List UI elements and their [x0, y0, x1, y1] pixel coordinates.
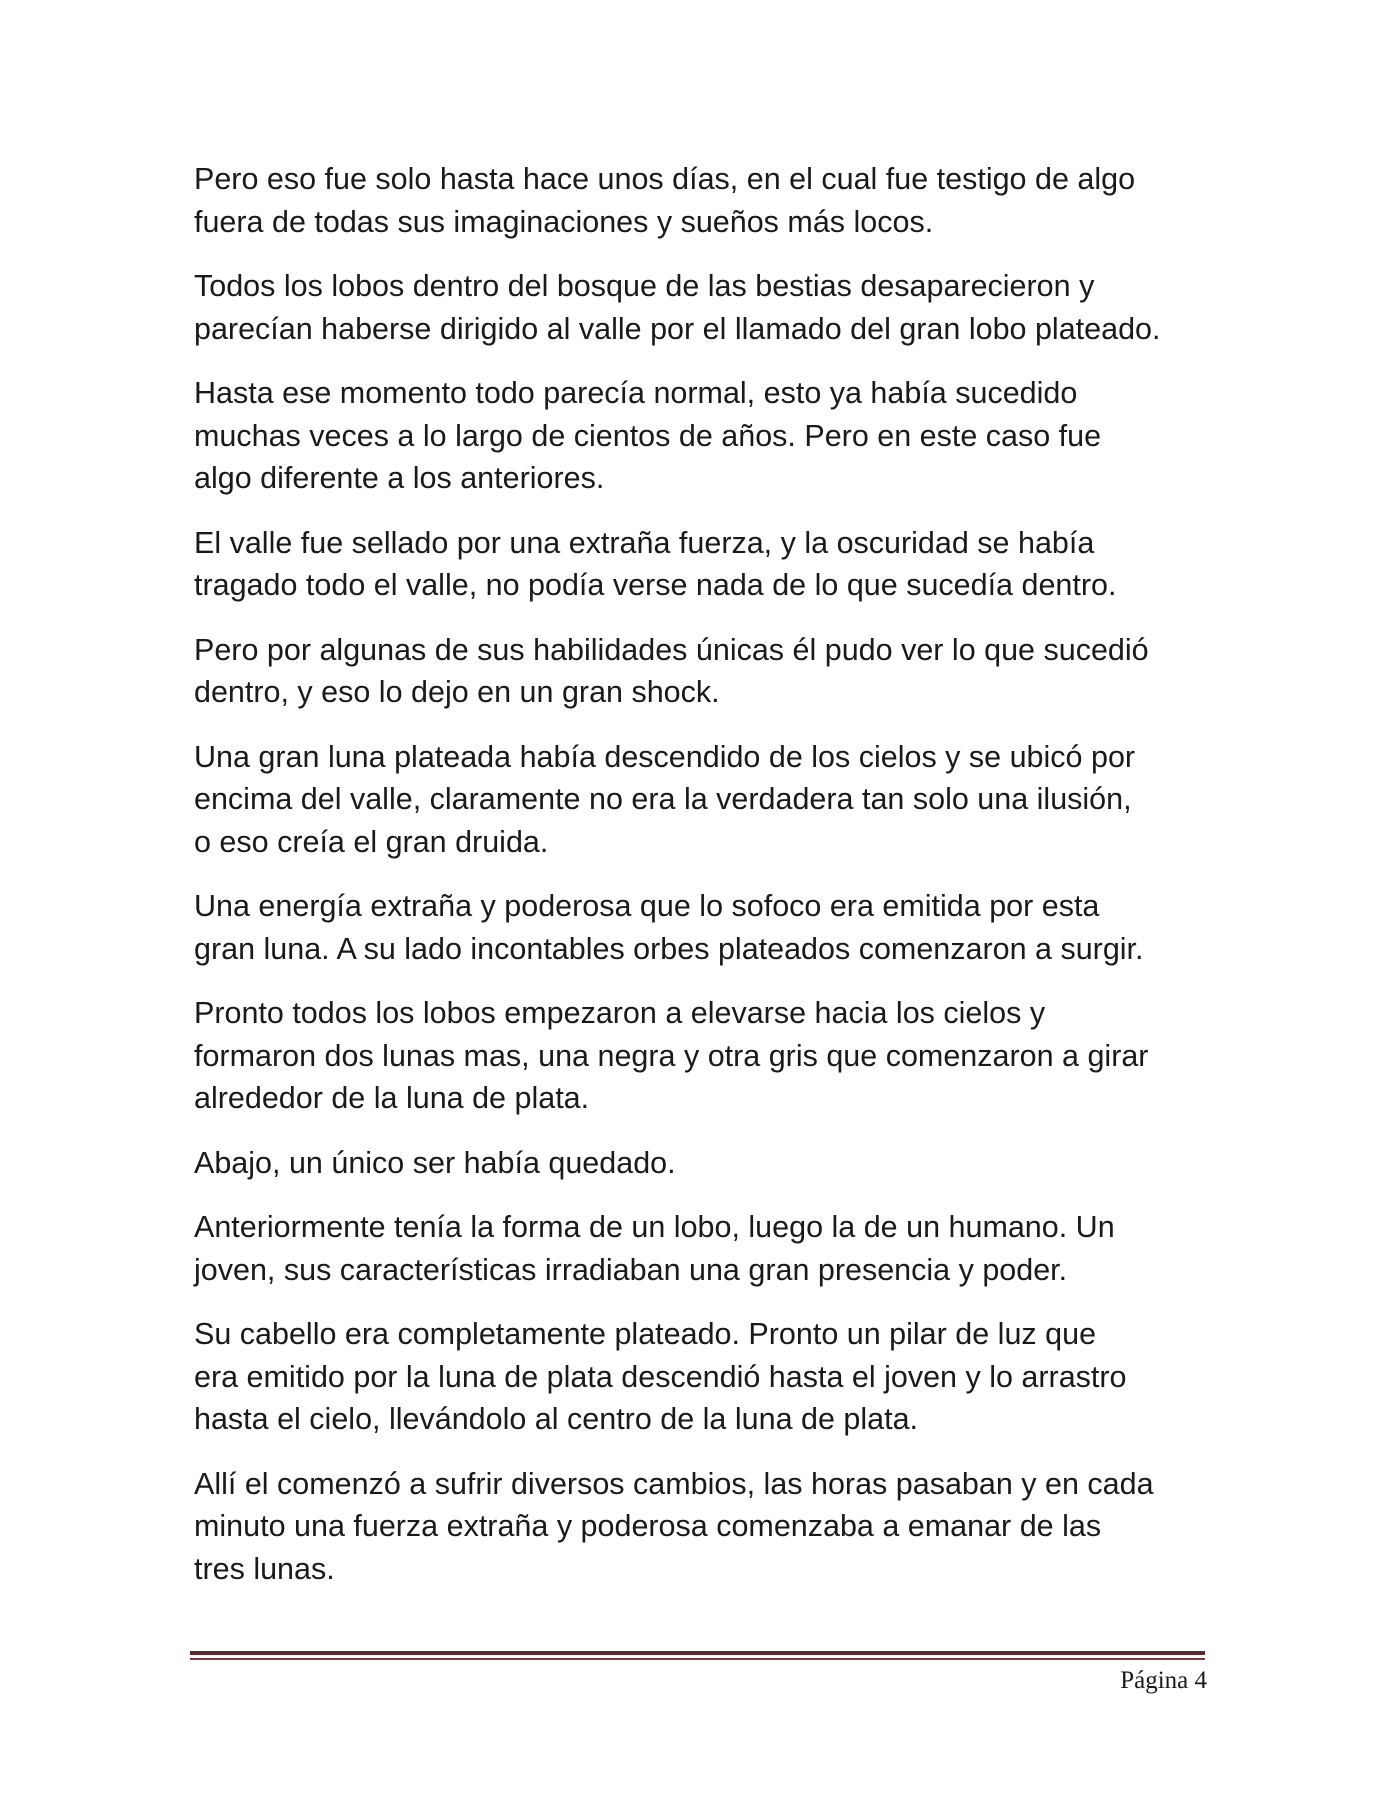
paragraph — [194, 1142, 1224, 1185]
text-line: Anteriormente tenía la forma de un lobo, luego la de un humano. Un — [194, 1210, 1115, 1244]
text-line: Pero eso fue solo hasta hace unos días, en el cual fue testigo de algo — [194, 162, 1136, 196]
text-line: alrededor de la luna de plata. — [194, 1081, 590, 1115]
text-line: Allí el comenzó a sufrir diversos cambios, las horas pasaban y en cada — [194, 1466, 1154, 1501]
paragraph — [194, 265, 1224, 350]
text-line: Pronto todos los lobos empezaron a elevarse hacia los cielos y — [194, 996, 1046, 1030]
text-line: formaron dos lunas mas, una negra y otra gris que comenzaron a girar — [194, 1038, 1149, 1073]
body-text — [194, 158, 1224, 1612]
text-line: fuera de todas sus imaginaciones y sueños más locos. — [194, 204, 934, 239]
text-line: dentro, y eso lo dejo en un gran shock. — [194, 675, 720, 709]
text-line: Una energía extraña y poderosa que lo sofoco era emitida por esta — [194, 889, 1100, 923]
text-line: hasta el cielo, llevándolo al centro de la luna de plata. — [194, 1402, 919, 1436]
text-line: Abajo, un único ser había quedado. — [194, 1145, 676, 1180]
text-line: Una gran luna plateada había descendido de los cielos y se ubicó por — [194, 739, 1136, 774]
text-line: Todos los lobos dentro del bosque de las bestias desaparecieron y — [194, 269, 1095, 303]
page-number: Página 4 — [1120, 1667, 1207, 1694]
text-line: muchas veces a lo largo de cientos de años. Pero en este caso fue — [194, 418, 1102, 453]
text-line: parecían haberse dirigido al valle por el llamado del gran lobo plateado. — [194, 311, 1161, 346]
text-line: algo diferente a los anteriores. — [194, 461, 605, 495]
paragraph — [194, 885, 1224, 970]
paragraph — [194, 522, 1224, 607]
text-line: Hasta ese momento todo parecía normal, esto ya había sucedido — [194, 376, 1078, 410]
paragraph — [194, 158, 1224, 243]
paragraph — [194, 629, 1224, 714]
footer-rule-thick — [190, 1651, 1205, 1655]
paragraph — [194, 372, 1224, 500]
paragraph — [194, 1313, 1224, 1441]
paragraph — [194, 992, 1224, 1120]
text-line: joven, sus características irradiaban una gran presencia y poder. — [194, 1252, 1068, 1287]
text-line: gran luna. A su lado incontables orbes plateados comenzaron a surgir. — [194, 931, 1144, 966]
paragraph — [194, 736, 1224, 864]
text-line: o eso creía el gran druida. — [194, 824, 549, 859]
text-line: Pero por algunas de sus habilidades únicas él pudo ver lo que sucedió — [194, 632, 1149, 667]
text-line: tres lunas. — [194, 1551, 335, 1586]
footer-rule-thin — [190, 1658, 1205, 1660]
text-line: minuto una fuerza extraña y poderosa comenzaba a emanar de las — [194, 1509, 1102, 1543]
text-line: Su cabello era completamente plateado. Pronto un pilar de luz que — [194, 1317, 1097, 1351]
text-line: era emitido por la luna de plata descendió hasta el joven y lo arrastro — [194, 1359, 1127, 1394]
paragraph — [194, 1206, 1224, 1291]
text-line: El valle fue sellado por una extraña fuerza, y la oscuridad se había — [194, 525, 1095, 560]
footer-rule — [190, 1651, 1205, 1661]
text-line: encima del valle, claramente no era la verdadera tan solo una ilusión, — [194, 782, 1132, 816]
paragraph — [194, 1463, 1224, 1591]
text-line: tragado todo el valle, no podía verse nada de lo que sucedía dentro. — [194, 568, 1117, 602]
